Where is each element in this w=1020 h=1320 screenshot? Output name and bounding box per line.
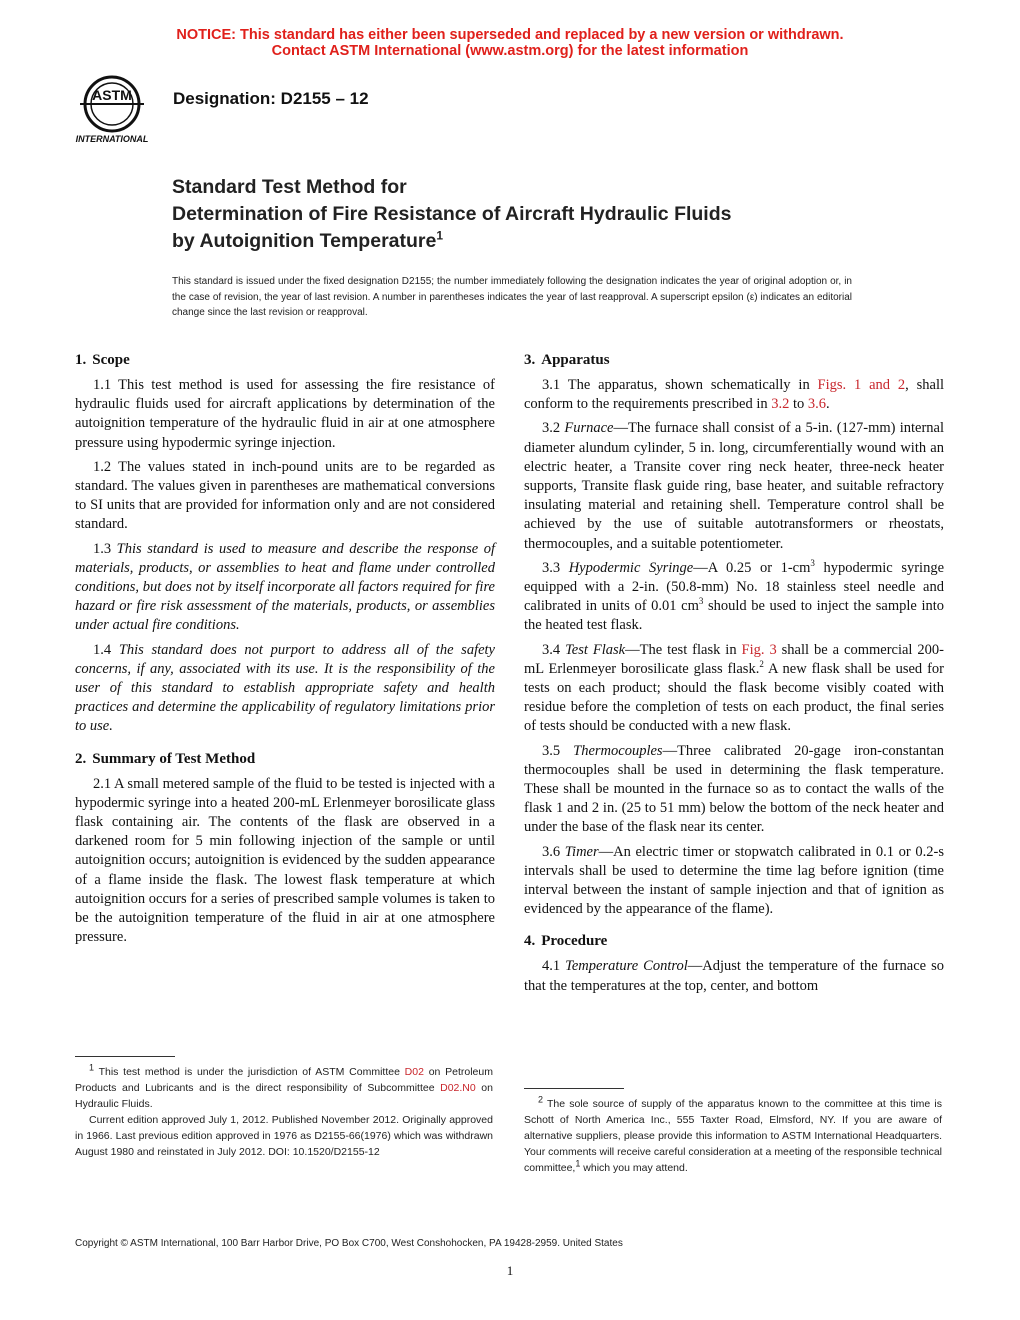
document-title (172, 174, 932, 255)
paragraph-3-6: 3.6 Timer—An electric timer or stopwatch calibrated in 0.1 or 0.2-s intervals shall be used to determine the time lag before ignition (time interval between the instant of sample injection and that of ignition as evidenced by the appearance of the flame). (524, 843, 945, 918)
logo-subtext: INTERNATIONAL (75, 134, 149, 144)
notice-line-2: Contact ASTM International (www.astm.org) for the latest information (271, 43, 749, 59)
footnote-2: $^2$ The sole source of supply of the apparatus known to the committee at this time is Schott of North America Inc., 555 Taxter Road, Elmsford, NY. If you are aware of alternative suppliers, please provide this information to ASTM International Headquarters. Your comments will receive careful consideration at a meeting of the responsible technical committee,$^1$ which you may attend. (524, 1094, 942, 1174)
issue-note: This standard is issued under the fixed designation D2155; the number immediately following the designation indicates the year of original adoption or, in the case of revision, the year of last revision. A number in parentheses indicates the year of last reapproval. A superscript epsilon (ε) indicates an editorial change since the last revision or reapproval. (172, 276, 852, 318)
page-number: 1 (506, 1263, 514, 1278)
astm-logo (66, 70, 162, 146)
notice-banner (0, 27, 1020, 59)
paragraph-2-1: 2.1 A small metered sample of the fluid to be tested is injected with a hypodermic syringe into a heated 200-mL Erlenmeyer borosilicate glass flask containing air. The contents of the flask are observed in a darkened room for 5 min following injection of the sample or until autoignition occurs; autoignition is evidenced by the sudden appearance of a flame inside the flask. The lowest flask temperature at which autoignition occurs for a series of prescribed sample volumes is taken to be the autoignition temperature of the fluid in air at one atmosphere pressure. (75, 775, 495, 946)
section-heading-scope: 1. Scope (75, 352, 130, 368)
logo-text: ASTM (92, 87, 132, 103)
footnote-1: $^1$ This test method is under the jurisdiction of ASTM Committee D02 on Petroleum Products and Lubricants and is the direct responsibility of Subcommittee D02.N0 on Hydraulic Fluids. Current edition approved July 1, 2012. Published November 2012. Originally approved in 1966. Last previous edition approved in 1976 as D2155-66(1976) which was withdrawn August 1980 and reinstated in July 2012. DOI: 10.1520/D2155-12 (75, 1062, 493, 1158)
paragraph-1-1: 1.1 This test method is used for assessing the fire resistance of hydraulic fluids used for aircraft applications by determination of the autoignition temperature of the hydraulic fluid in air at one atmosphere pressure using hypodermic syringe injection. (75, 377, 495, 451)
link-d02-n0[interactable]: D02.N0 (440, 1082, 476, 1094)
section-heading-summary: 2. Summary of Test Method (75, 750, 256, 767)
link-fig-3[interactable]: Fig. 3 (741, 641, 777, 658)
title-line-1: Standard Test Method for (172, 176, 407, 198)
section-heading-apparatus: 3. Apparatus (524, 352, 610, 368)
paragraph-3-5: 3.5 Thermocouples—Three calibrated 20-gage iron-constantan thermocouples shall be used in determining the flask temperature. These shall be mounted in the furnace so as to contact the walls of the flask 1 and 2 in. (25 to 51 mm) below the bottom of the neck heater and under the base of the flask near its center. (524, 742, 945, 836)
paragraph-3-2: 3.2 Furnace—The furnace shall consist of a 5-in. (127-mm) internal diameter alundum cylinder, 5 in. long, circumferentially wound with an electric heater, a Transite cover ring neck heater, three-neck heater supports, Transite flask guide ring, base heater, and suitable refractory insulating material and retaining shell. Temperature control shall be achieved by the use of suitable autotransformers or rheostats, thermocouples, and a suitable potentiometer. (524, 420, 945, 552)
paragraph-1-2: 1.2 The values stated in inch-pound units are to be regarded as standard. The values given in parentheses are mathematical conversions to SI units that are provided for information only and are not considered standard. (75, 458, 495, 533)
section-heading-procedure: 4. Procedure (524, 933, 608, 950)
title-footnote-ref[interactable]: 1 (436, 228, 444, 243)
paragraph-1-3: 1.3 This standard is used to measure and describe the response of materials, products, or assemblies to heat and flame under controlled conditions, but does not by itself incorporate all factors required for fire hazard or fire risk assessment of the materials, products, or assemblies under actual fire conditions. (75, 540, 496, 634)
link-figs-1-2[interactable]: Figs. 1 and 2 (817, 377, 906, 393)
astm-logo-icon (66, 70, 162, 146)
title-line-3: by Autoignition Temperature (172, 230, 437, 252)
paragraph-1-4: 1.4 This standard does not purport to address all of the safety concerns, if any, associated with its use. It is the responsibility of the user of this standard to establish appropriate safety and health practices and determine the applicability of regulatory limitations prior to use. (75, 641, 495, 735)
title-line-2: Determination of Fire Resistance of Aircraft Hydraulic Fluids (172, 203, 732, 225)
footnote-ref-2[interactable]: 2 (759, 659, 764, 670)
notice-line-1: NOTICE: This standard has either been superseded and replaced by a new version or withdrawn. (176, 27, 844, 43)
footnote-rule-right (524, 1088, 624, 1089)
paragraph-4-1: 4.1 Temperature Control—Adjust the temperature of the furnace so that the temperatures at the top, center, and bottom (524, 958, 944, 994)
copyright: Copyright © ASTM International, 100 Barr Harbor Drive, PO Box C700, West Conshohocken, PA 19428-2959. United States (75, 1238, 623, 1249)
footnote-1-edition: Current edition approved July 1, 2012. Published November 2012. Originally approved in 1966. Last previous edition approved in 1976 as D2155-66(1976) which was withdrawn August 1980 and reinstated in July 2012. DOI: 10.1520/D2155-12 (75, 1114, 493, 1158)
link-3-6[interactable]: 3.6 (807, 396, 827, 413)
paragraph-3-1: 3.1 The apparatus, shown schematically in Figs. 1 and 2, shall conform to the requirements prescribed in 3.2 to 3.6. (524, 377, 944, 413)
left-column (75, 350, 495, 952)
footnote-rule-left (75, 1056, 175, 1057)
paragraph-3-4: 3.4 Test Flask—The test flask in Fig. 3 shall be a commercial 200-mL Erlenmeyer borosilicate glass flask.$^2$ A new flask shall be used for tests on each product; should the flask become visibly coated with residue before the completion of tests on each product, the final series of tests should be conducted with a new flask. (524, 641, 944, 735)
designation: Designation: D2155 – 12 (173, 89, 369, 108)
right-column (524, 350, 944, 1001)
link-d02[interactable]: D02 (404, 1066, 424, 1078)
link-3-2[interactable]: 3.2 (771, 396, 790, 413)
paragraph-3-3: 3.3 Hypodermic Syringe—A 0.25 or $1-cm^3$ hypodermic syringe equipped with a 2-in. (50.8-mm) No. 18 stainless steel needle and calibrated in units of 0.01 $cm^3$ should be used to inject the sample into the heated test flask. (524, 558, 945, 634)
